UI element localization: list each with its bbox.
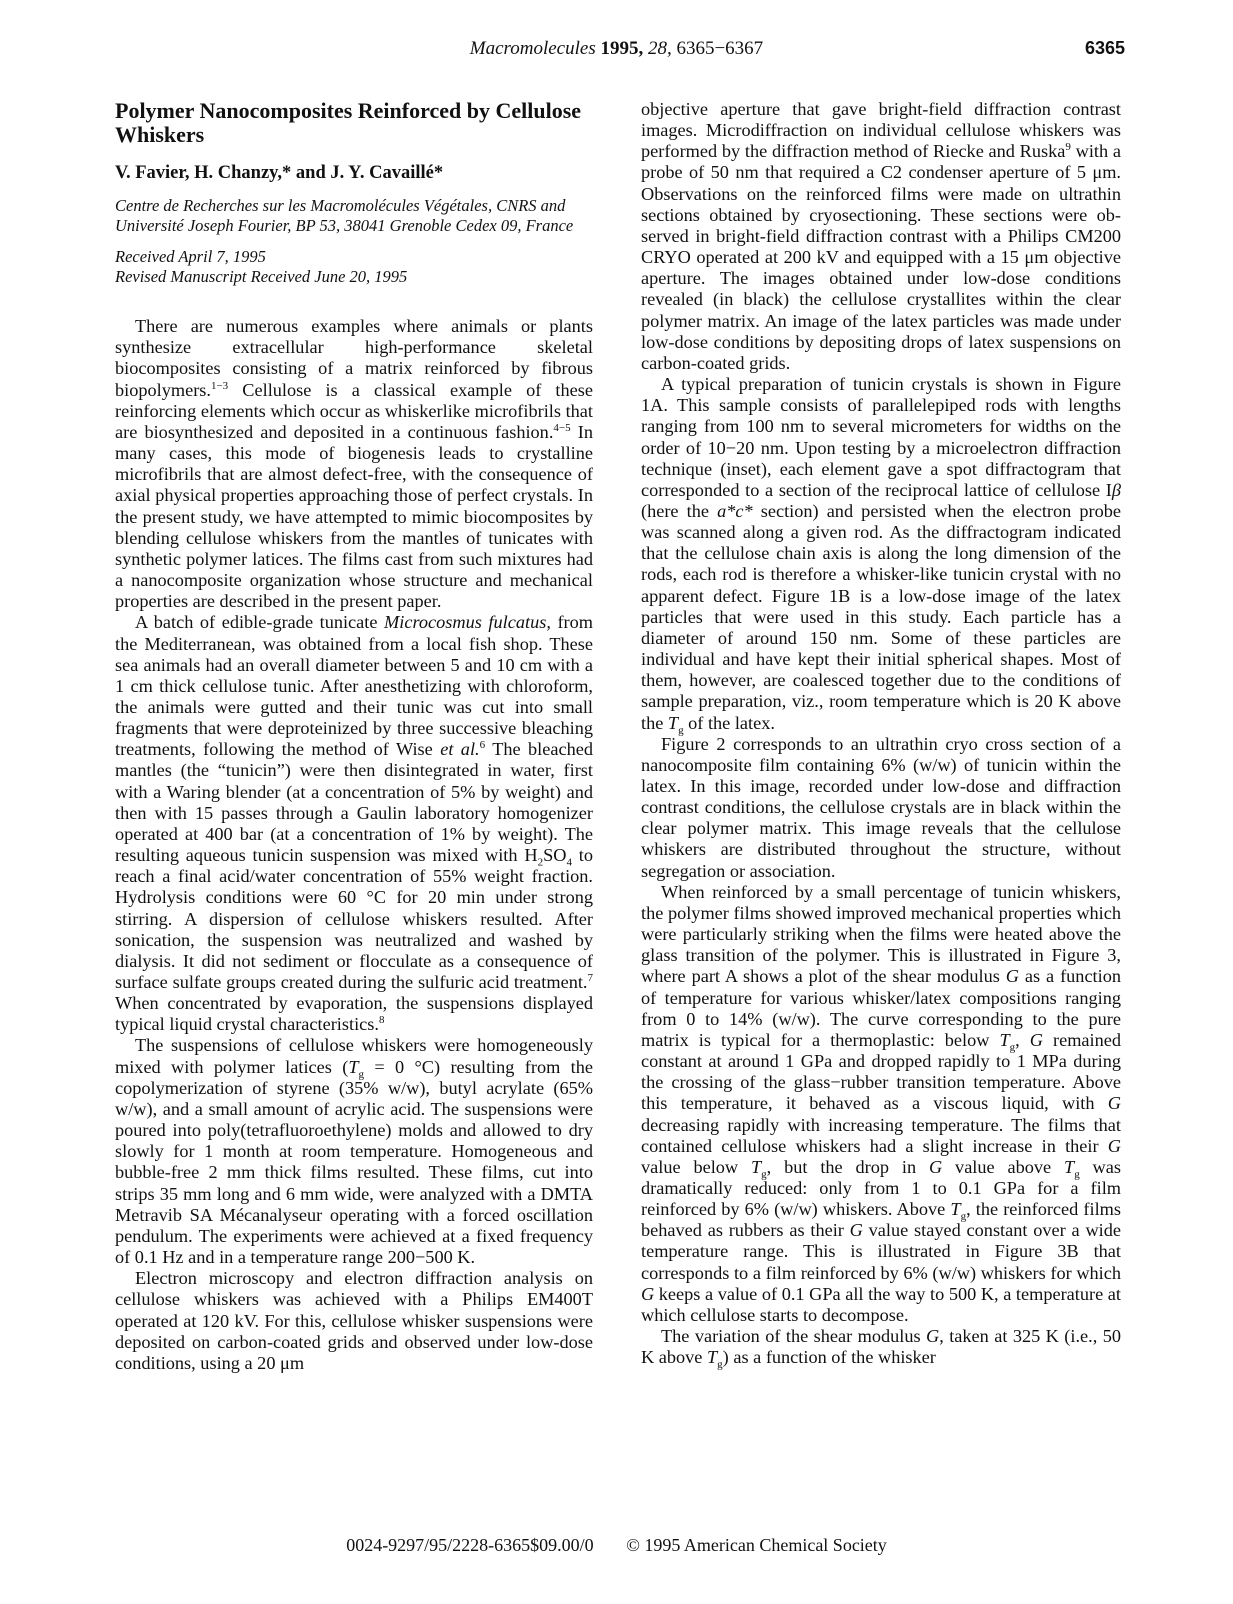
paragraph-figure2: Figure 2 corresponds to an ultrathin cryo cross section of a nanocomposite film containing 6% (w/w) of tunicin within the latex. In this image, recorded under low-dose and diffraction contrast conditions, the cellulose crystals are in black within the clear polymer matrix. This image reveals that the cellulose whiskers are distributed throughout the structure, without segregation or association. — [641, 733, 1121, 881]
right-column — [641, 99, 1121, 1371]
journal-name: Macromolecules — [469, 38, 596, 59]
page-header — [0, 38, 1233, 68]
page-number: 6365 — [1084, 38, 1125, 58]
paragraph-suspensions: The suspensions of cellulose whiskers were homogeneously mixed with polymer latices ($T_g = 0$ °C) resulting from the copolymerization of styrene (35% w/w), butyl acrylate (65% w/w), and a small amount of acrylic acid. The suspensions were poured into poly(tetrafluoroethylene) molds and allowed to dry slowly for 1 month at room temperature. Homogeneous and bubble-free 2 mm thick films resulted. These films, cut into strips 35 mm long and 6 mm wide, were analyzed with a DMTA Metravib SA Mécanalyseur operating with a forced oscillation pendulum. The experiments were achieved at a fixed frequency of 0.1 Hz and in a temperature range 200−500 K. — [115, 1035, 593, 1268]
article-authors: V. Favier, H. Chanzy,* and J. Y. Cavaillé* — [115, 163, 444, 183]
article-title: Polymer Nanocomposites Reinforced by Cellulose Whiskers — [115, 98, 582, 147]
paragraph-variation: The variation of the shear modulus G, taken at 325 K (i.e., 50 K above $T_g$) as a function of the whisker — [641, 1326, 1121, 1371]
paragraph-preparation: A batch of edible-grade tunicate Microcosmus fulcatus, from the Mediterranean, was obtained from a local fish shop. These sea animals had an overall diameter between 5 and 10 cm with a 1 cm thick cellulose tunic. After anesthetizing with chloroform, the animals were gutted and their tunic was cut into small fragments that were deproteinized by three successive bleaching treatments, following the method of Wise et al.$^6$ The bleached mantles (the “tunicin”) were then disintegrated in water, first with a Waring blender (at a concentration of 5% by weight) and then with 15 passes through a Gaulin laboratory homogenizer operated at 400 bar (at a concentration of 1% by weight). The resulting aqueous tunicin suspension was mixed with $H_2SO_4$ to reach a final acid/water concentration of 55% weight fraction. Hydrolysis conditions were 60 °C for 20 min under strong stirring. A dispersion of cellulose whiskers resulted. After sonication, the suspension was neutralized and washed by dialysis. It did not sediment or flocculate as a consequence of surface sulfate groups created during the sulfuric acid treatment.$^7$ When concentrated by evaporation, the suspensions displayed typical liquid crystal characteristics.$^8$ — [115, 612, 594, 1035]
paragraph-figure1: A typical preparation of tunicin crystals is shown in Figure 1A. This sample consists of parallelepiped rods with lengths ranging from 100 nm to several micrometers for widths on the order of 10−20 nm. Upon testing by a microelectron diffraction technique (inset), each element gave a spot diffractogram that corresponded to a section of the reciprocal lattice of cellulose Iβ (here the a*c* section) and persisted when the electron probe was scanned along a given rod. As the diffractogram indicated that the cellulose chain axis is along the long dimension of the rods, each rod is therefore a whisker-like tunicin crystal with no apparent defect. Figure 1B is a low-dose image of the latex particles that were used in this study. Each particle has a diameter of around 150 nm. Some of these particles are individual and have kept their initial spherical shapes. Most of them, however, are coalesced together due to the conditions of sample preparation, viz., room temperature which is 20 K above the $T_g$ of the latex. — [641, 374, 1121, 737]
left-column — [115, 99, 593, 1374]
paragraph-microscopy-cont: objective aperture that gave bright-field diffraction contrast images. Microdiffraction on individual cellulose whiskers was performed by the diffraction method of Riecke and Ruska$^9$ with a probe of 50 nm that required a C2 condenser aperture of 5 μm. Observations on the reinforced films were made on ultrathin sections obtained by cryosectioning. These sections were observed in bright-field diffraction contrast with a Philips CM200 CRYO operated at 200 kV and equipped with a 15 μm objective aperture. The images obtained under low-dose conditions revealed (in black) the cellulose crystallites within the clear polymer matrix. An image of the latex particles was made under low-dose conditions by depositing drops of latex suspensions on carbon-coated grids. — [641, 99, 1121, 373]
revised-date: Revised Manuscript Received June 20, 1995 — [115, 266, 408, 286]
journal-volume: 28, — [647, 38, 672, 59]
received-dates — [115, 247, 593, 286]
paragraph-microscopy: Electron microscopy and electron diffraction analysis on cellulose whiskers was achieved with a Philips EM400T operated at 120 kV. For this, cellulose whisker suspensions were deposited on carbon-coated grids and observed under low-dose conditions, using a 20 μm — [115, 1268, 593, 1373]
copyright-notice: © 1995 American Chemical Society — [626, 1535, 887, 1555]
page-footer — [0, 1535, 1233, 1556]
article-affiliation: Centre de Recherches sur les Macromolécules Végétales, CNRS and Université Joseph Fourier, BP 53, 38041 Grenoble Cedex 09, France — [115, 196, 574, 235]
article-code: 0024-9297/95/2228-6365$09.00/0 — [346, 1535, 594, 1555]
journal-citation — [0, 38, 1233, 60]
paragraph-figure3: When reinforced by a small percentage of tunicin whiskers, the polymer films showed improved mechanical properties which were particularly striking when the films were heated above the glass transition of the polymer. This is illustrated in Figure 3, where part A shows a plot of the shear modulus G as a function of temperature for various whisker/latex compositions ranging from 0 to 14% (w/w). The curve corresponding to the pure matrix is typical for a thermoplastic: below $T_g$, G remained constant at around 1 GPa and dropped rapidly to 1 MPa during the crossing of the glass−rubber transition temperature. Above this temperature, it behaved as a viscous liquid, with G decreasing rapidly with increasing temperature. The films that contained cellulose whiskers had a slight increase in their G value below $T_g$, but the drop in G value above $T_g$ was dramatically reduced: only from 1 to 0.1 GPa for a film reinforced by 6% (w/w) whiskers. Above $T_g$, the reinforced films behaved as rubbers as their G value stayed constant over a wide temperature range. This is illustrated in Figure 3B that corresponds to a film reinforced by 6% (w/w) whiskers for which G keeps a value of 0.1 GPa all the way to 500 K, a temperature at which cellulose starts to decompose. — [641, 881, 1121, 1325]
journal-year: 1995, — [600, 38, 644, 59]
received-date: Received April 7, 1995 — [115, 247, 266, 267]
paragraph-intro: There are numerous examples where animals or plants synthesize extracellular high-performance skeletal biocomposites consisting of a matrix reinforced by fibrous biopolymers.$^{1-3}$ Cellulose is a classical example of these reinforcing elements which occur as whiskerlike microfibrils that are biosynthesized and deposited in a continuous fashion.$^{4-5}$ In many cases, this mode of biogenesis leads to crystalline microfibrils that are almost defect-free, with the consequence of axial physical properties approaching those of perfect crystals. In the present study, we have attempted to mimic biocomposites by blending cellulose whiskers from the mantles of tunicates with synthetic polymer latices. The films cast from such mixtures had a nanocomposite organization whose structure and mechanical properties are described in the present paper. — [115, 316, 593, 612]
journal-pages: 6365−6367 — [676, 38, 764, 59]
